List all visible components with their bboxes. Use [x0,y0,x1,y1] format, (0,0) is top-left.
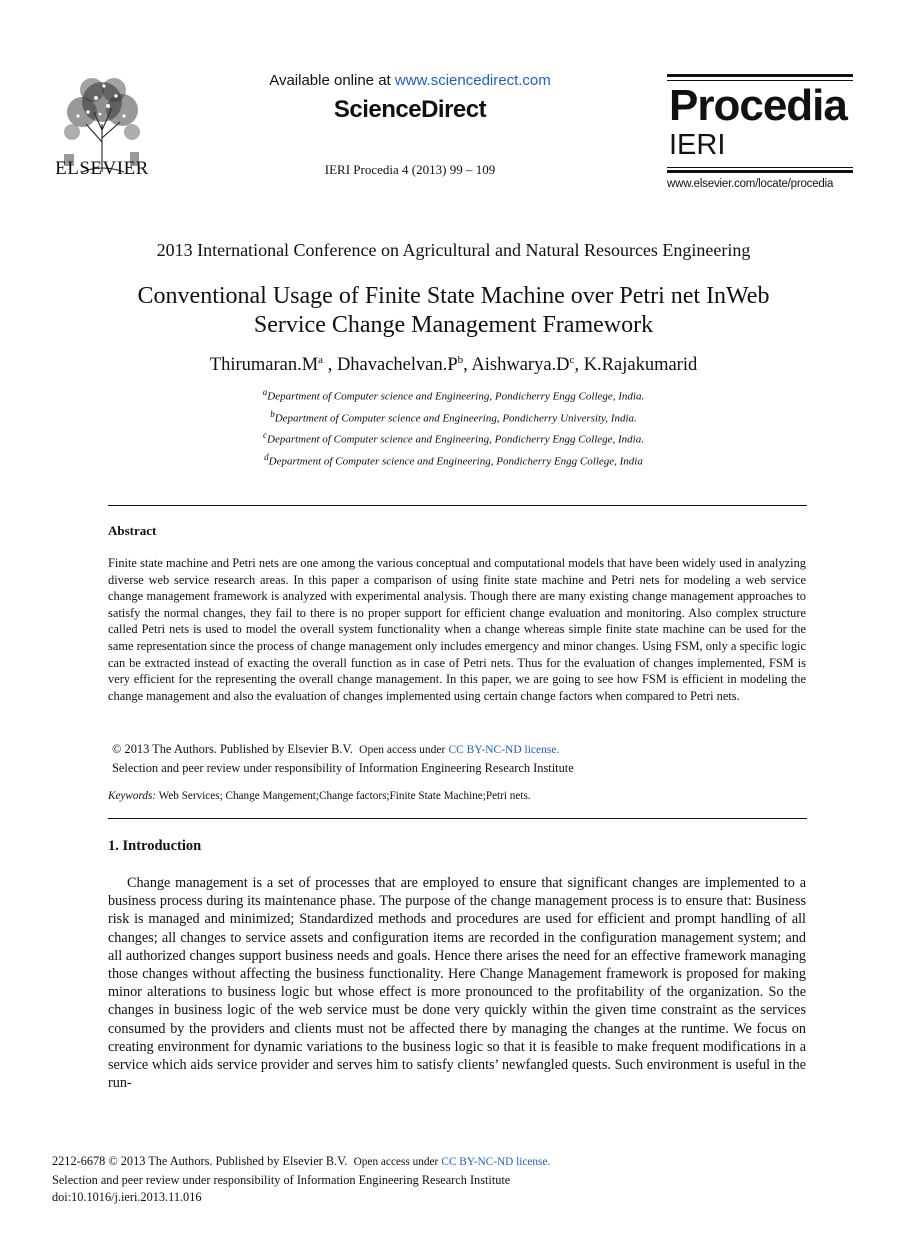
author-sep: , [574,355,584,376]
copyright-line [112,740,806,759]
affiliation [0,449,907,471]
conference-name: 2013 International Conference on Agricultural and Natural Resources Engineering [156,240,751,260]
keywords [108,790,806,802]
author-sup: b [457,354,464,366]
procedia-logo [667,74,853,194]
procedia-subtitle: IERI [669,129,726,161]
footer-copyright [52,1153,752,1172]
keywords-label: Keywords: [108,790,157,802]
affiliation-text: Department of Computer science and Engineering, Pondicherry Engg College, India. [267,390,645,403]
journal-reference: IERI Procedia 4 (2013) 99 – 109 [324,162,496,177]
author-sep: , [323,355,337,376]
footer-open-access: Open access under [353,1156,439,1168]
license-link[interactable]: CC BY-NC-ND license. [448,744,560,756]
affiliation-sup: c [263,430,267,441]
affiliation-sup: b [270,408,275,419]
abstract-heading: Abstract [108,523,157,538]
available-online [200,72,620,89]
paper-title-line-2: Service Change Management Framework [253,312,654,338]
copyright-text: © 2013 The Authors. Published by Elsevier B.V. [112,742,353,756]
footer-doi[interactable]: doi:10.1016/j.ieri.2013.11.016 [52,1190,202,1204]
author-sup: a [318,354,324,366]
affiliation-sup: d [264,451,269,462]
author-name: Aishwarya.D [471,355,570,376]
elsevier-wordmark: ELSEVIER [55,158,149,179]
affiliation-list [0,384,907,471]
author-name: Dhavachelvan.P [336,355,458,376]
affiliation-text: Department of Computer science and Engineering, Pondicherry University, India. [274,412,637,425]
affiliation-text: Department of Computer science and Engineering, Pondicherry Engg College, India [268,455,643,468]
sciencedirect-link[interactable]: www.sciencedirect.com [394,72,551,89]
open-access-text: Open access under [359,744,446,756]
introduction-body: Change management is a set of processes that are employed to ensure that significant changes are implemented to a business process during its maintenance phase. The purpose of the change management process is to ensure that: Business risk is managed and minimized; Standardized methods and procedures are used for efficient and prompt handling of all changes; all changes to service assets and configuration items are recorded in the configuration management system; and all authorized changes support business needs and goals. Hence there arises the need for an effective framework managing those changes without affecting the business functionality. Here Change Management framework is proposed for making minor alterations to business logic but whose effect is more pronounced to the profitability of the organization. So the changes in business logic of the web service must be done very quickly within the given time constraint as the services consumed by the providers and clients must not be affected there by managing the changes at the runtime. We focus on creating environment for dynamic variations to the business logic so that it is feasible to make frequent modifications in a service which aids service provider and serves him to satisfy clients’ newfangled quests. Such environment is useful in the run- [108,875,806,1092]
paper-title-line-1: Conventional Usage of Finite State Machine over Petri net InWeb [137,283,770,309]
author-sup: c [569,354,575,366]
sciencedirect-wordmark: ScienceDirect [333,96,487,123]
procedia-title: Procedia [669,81,847,130]
affiliation [0,384,907,406]
footer-license-link[interactable]: CC BY-NC-ND license. [441,1156,551,1168]
paper-title [60,282,847,340]
divider-bottom [108,818,807,819]
affiliation-text: Department of Computer science and Engineering, Pondicherry Engg College, India. [267,433,644,446]
copyright-block [112,740,806,777]
procedia-url[interactable]: www.elsevier.com/locate/procedia [667,178,834,190]
peer-review-text: Selection and peer review under responsibility of Information Engineering Research Institute [112,761,574,775]
divider-top [108,505,807,506]
keywords-text: Web Services; Change Mangement;Change factors;Finite State Machine;Petri nets. [158,790,531,802]
affiliation [0,427,907,449]
affiliation-sup: a [262,387,268,397]
abstract-body: Finite state machine and Petri nets are one among the various conceptual and computational models that have been widely used in analyzing diverse web service research areas. In this paper a comparison of using finite state machine and Petri nets for modeling a web service change management framework is analyzed with experimental analysis. Though there are many existing change management approaches to satisfy the normal changes, they fail to there is no proper support for efficient change evaluation and monitoring. Also complex structure called Petri nets is used to model the overall system functionality when a change whereas simple finite state machine can be used for the same representation since the process of change management only includes emergency and minor changes. Using FSM, only a specific logic can be extracted instead of exacting the overall function as in case of Petri nets. Thus for the evaluation of changes implemented, FSM is very efficient for the representing the overall change management. In this paper, we are going to see how FSM is efficient in modeling the change management and also the evaluation of changes implemented using certain change factors when compared to Petri nets. [108,556,806,703]
author-name: K.Rajakumarid [583,355,698,376]
footer-copyright-text: 2212-6678 © 2013 The Authors. Published by Elsevier B.V. [52,1154,348,1168]
page-footer [52,1153,752,1207]
author-list [0,354,907,376]
author-sep: , [463,355,472,376]
section-heading-introduction: 1. Introduction [108,838,202,854]
affiliation [0,406,907,428]
footer-peer-review: Selection and peer review under responsibility of Information Engineering Research Institute [52,1172,511,1187]
available-online-text: Available online at [269,72,395,89]
author-name: Thirumaran.M [209,355,319,376]
